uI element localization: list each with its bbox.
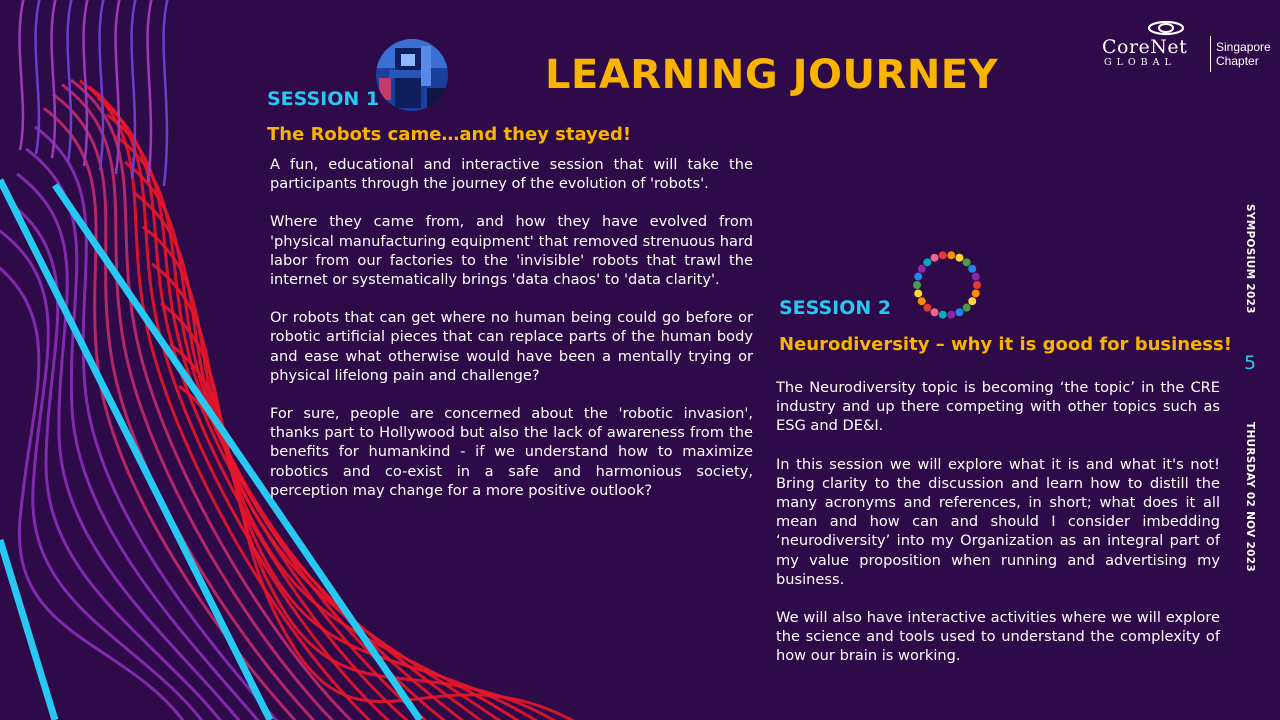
ring-figure	[947, 251, 955, 259]
corenet-logo	[1100, 20, 1270, 76]
page-number: 5	[1244, 352, 1257, 374]
ring-figure	[963, 304, 971, 312]
session1-title: The Robots came…and they stayed!	[267, 124, 632, 145]
session2-paragraph: We will also have interactive activities where we will explore the science and tools used to understand the complexity of how our brain is working.	[776, 609, 1220, 665]
session2-paragraph: In this session we will explore what it is and what it's not! Bring clarity to the discussion and learn how to distill the many acronyms and references, in short; what does it all mean and how can and should I consider imbedding ‘neurodiversity’ into my Organization as an integral part of my value proposition when running and advertising my business.	[776, 455, 1220, 588]
session2-body	[776, 378, 1220, 685]
session2-paragraph: The Neurodiversity topic is becoming ‘the topic’ in the CRE industry and up there competing with other topics such as ESG and DE&I.	[776, 379, 1220, 435]
ring-figure	[955, 308, 963, 316]
wave-strand	[148, 0, 154, 182]
ring-figure	[923, 258, 931, 266]
session1-paragraph: Or robots that can get where no human being could go before or robotic artificial pieces that can replace parts of the human body and ease what otherwise would have been a mentally trying or physical lifelong pain and challenge?	[270, 309, 753, 384]
session1-paragraph: A fun, educational and interactive session that will take the participants through the journey of the evolution of 'robots'.	[270, 156, 753, 193]
symposium-side-text: SYMPOSIUM 2023	[1244, 204, 1256, 314]
diversity-circle-icon	[907, 248, 987, 322]
corenet-logo-icon	[1146, 20, 1186, 36]
ring-figure	[918, 265, 926, 273]
wave-strand	[164, 0, 170, 186]
ring-figure	[931, 308, 939, 316]
cyan-stripe	[0, 540, 55, 720]
wave-strand	[84, 0, 90, 166]
date-side-text: THURSDAY 02 NOV 2023	[1244, 422, 1256, 572]
logo-divider	[1210, 36, 1211, 72]
session2-title: Neurodiversity – why it is good for business!	[779, 334, 1232, 355]
ring-figure	[931, 254, 939, 262]
session1-paragraph: Where they came from, and how they have evolved from 'physical manufacturing equipment' that removed strenuous hard labor from our factories to the 'invisible' robots that trawl the internet or systematically brings 'data chaos' to 'data clarity'.	[270, 213, 753, 289]
wave-strand	[52, 0, 58, 158]
ring-figure	[918, 297, 926, 305]
ring-figure	[972, 273, 980, 281]
session1-label: SESSION 1	[267, 88, 380, 110]
ring-figure	[913, 281, 921, 289]
ring-figure	[923, 304, 931, 312]
ring-figure	[955, 254, 963, 262]
session1-paragraph: For sure, people are concerned about the 'robotic invasion', thanks part to Hollywood but also the lack of awareness from the benefits for humankind - if we understand how to maximize robotics and co-exist in a safe and harmonious society, perception may change for a more positive outlook?	[270, 405, 753, 499]
logo-main-text: CoreNet	[1102, 36, 1188, 58]
ring-figure	[968, 297, 976, 305]
logo-sub-text: GLOBAL	[1104, 57, 1176, 68]
ring-figure	[914, 273, 922, 281]
robot-photo	[375, 38, 449, 112]
ring-figure	[968, 265, 976, 273]
ring-figure	[963, 258, 971, 266]
logo-chapter-text: Singapore Chapter	[1216, 40, 1271, 68]
wave-strand	[20, 0, 26, 150]
ring-figure	[972, 289, 980, 297]
ring-figure	[947, 311, 955, 319]
ring-figure	[939, 311, 947, 319]
ring-figure	[973, 281, 981, 289]
ring-figure	[939, 251, 947, 259]
ring-figure	[914, 289, 922, 297]
session1-body	[270, 155, 753, 519]
session2-label: SESSION 2	[779, 297, 892, 319]
slide-title: LEARNING JOURNEY	[545, 52, 999, 98]
